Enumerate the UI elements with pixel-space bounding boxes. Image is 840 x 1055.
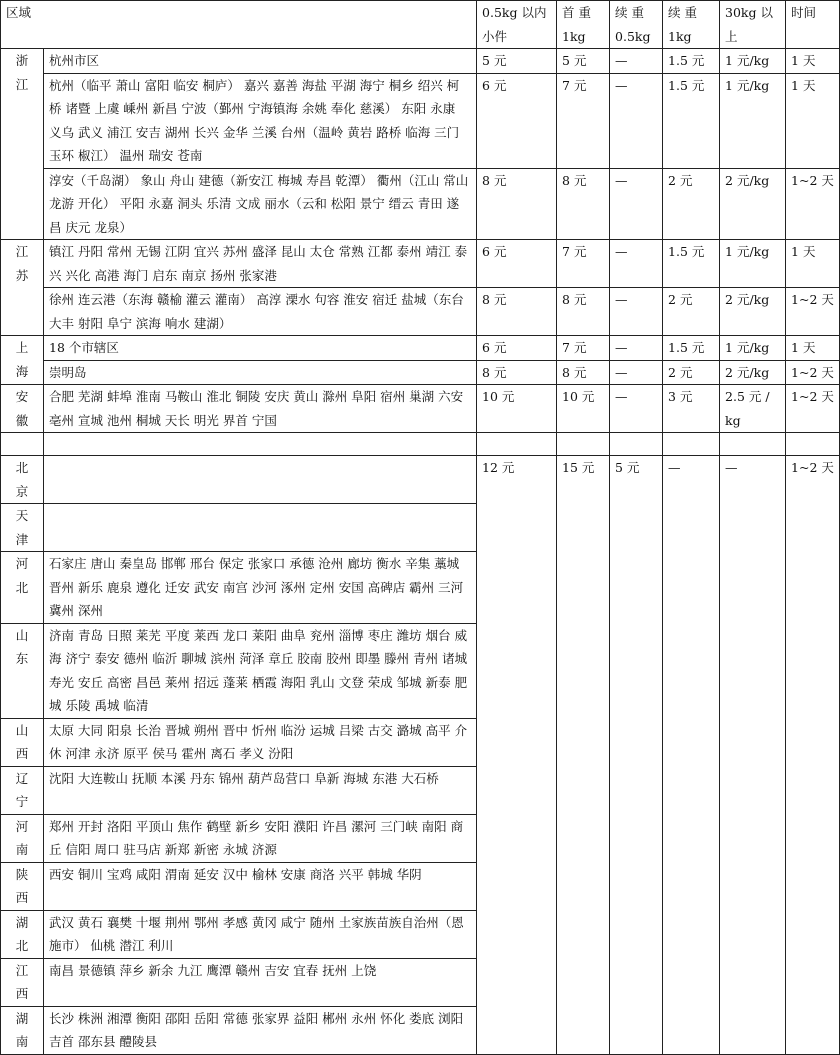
province-char: 河 bbox=[15, 818, 29, 834]
delivery-time: 1 天 bbox=[786, 49, 840, 74]
province-char: 北 bbox=[15, 938, 29, 953]
province-tianjin bbox=[1, 504, 44, 552]
header-over-30kg bbox=[720, 1, 786, 49]
province-jiangxi bbox=[1, 958, 44, 1006]
province-shanxi bbox=[1, 718, 44, 766]
cities-cell: 西安 铜川 宝鸡 咸阳 渭南 延安 汉中 榆林 安康 商洛 兴平 韩城 华阴 bbox=[44, 862, 477, 910]
blank-cell bbox=[663, 433, 720, 456]
province-hunan bbox=[1, 1006, 44, 1054]
price-half-kg: 6 元 bbox=[477, 240, 557, 288]
province-char: 河 bbox=[15, 556, 29, 571]
province-shandong bbox=[1, 623, 44, 718]
header-first-weight bbox=[557, 1, 610, 49]
price-half-kg: 6 元 bbox=[477, 336, 557, 361]
cities-cell: 沈阳 大连鞍山 抚顺 本溪 丹东 锦州 葫芦岛营口 阜新 海城 东港 大石桥 bbox=[44, 766, 477, 814]
cities-cell: 石家庄 唐山 秦皇岛 邯郸 邢台 保定 张家口 承德 沧州 廊坊 衡水 辛集 藁城 晋州 新乐 鹿泉 遵化 迁安 武安 南宫 沙河 涿州 定州 安国 高碑店 霸州 三河 冀州 深州 bbox=[44, 552, 477, 624]
price-first-kg: 7 元 bbox=[557, 336, 610, 361]
province-shaanxi bbox=[1, 862, 44, 910]
delivery-time: 1~2 天 bbox=[786, 456, 840, 1055]
header-first-weight-line1: 首 重 bbox=[562, 5, 591, 20]
province-char: 苏 bbox=[15, 267, 29, 283]
price-over-30kg: 1 元/kg bbox=[720, 240, 786, 288]
delivery-time: 1 天 bbox=[786, 73, 840, 168]
delivery-time: 1~2 天 bbox=[786, 385, 840, 433]
cities-cell: 崇明岛 bbox=[44, 360, 477, 385]
table-row bbox=[1, 168, 840, 240]
cities-cell: 杭州市区 bbox=[44, 49, 477, 74]
province-char: 西 bbox=[15, 986, 29, 1001]
price-add-1kg: 2 元 bbox=[663, 168, 720, 240]
cities-cell: 镇江 丹阳 常州 无锡 江阴 宜兴 苏州 盛泽 昆山 太仓 常熟 江都 泰州 靖江 泰兴 兴化 高港 海门 启东 南京 扬州 张家港 bbox=[44, 240, 477, 288]
table-row bbox=[1, 49, 840, 74]
price-half-kg: 12 元 bbox=[477, 456, 557, 1055]
price-first-kg: 8 元 bbox=[557, 288, 610, 336]
price-add-half-kg: — bbox=[610, 288, 663, 336]
province-char: 京 bbox=[15, 483, 29, 499]
blank-cell bbox=[786, 433, 840, 456]
province-char: 辽 bbox=[15, 770, 29, 786]
delivery-time: 1 天 bbox=[786, 240, 840, 288]
price-half-kg: 8 元 bbox=[477, 288, 557, 336]
province-char: 北 bbox=[15, 460, 29, 475]
province-char: 江 bbox=[15, 244, 29, 259]
table-row bbox=[1, 456, 840, 504]
price-add-half-kg: — bbox=[610, 360, 663, 385]
price-over-30kg: 1 元/kg bbox=[720, 49, 786, 74]
province-char: 湖 bbox=[15, 1010, 29, 1026]
cities-cell bbox=[44, 504, 477, 552]
price-over-30kg: — bbox=[720, 456, 786, 1055]
table-row bbox=[1, 288, 840, 336]
province-char: 山 bbox=[15, 627, 29, 643]
header-additional-1kg-line1: 续 重 bbox=[668, 5, 697, 20]
blank-cell bbox=[477, 433, 557, 456]
price-half-kg: 5 元 bbox=[477, 49, 557, 74]
price-over-30kg-line1: 2.5 元 / bbox=[725, 389, 770, 404]
cities-cell: 合肥 芜湖 蚌埠 淮南 马鞍山 淮北 铜陵 安庆 黄山 滁州 阜阳 宿州 巢湖 六安 亳州 宣城 池州 桐城 天长 明光 界首 宁国 bbox=[44, 385, 477, 433]
table-row bbox=[1, 73, 840, 168]
province-hebei bbox=[1, 552, 44, 624]
province-liaoning bbox=[1, 766, 44, 814]
price-add-1kg: 1.5 元 bbox=[663, 240, 720, 288]
province-char: 宁 bbox=[15, 794, 29, 809]
province-beijing bbox=[1, 456, 44, 504]
province-char: 安 bbox=[15, 389, 29, 404]
cities-cell: 淳安（千岛湖） 象山 舟山 建德（新安江 梅城 寿昌 乾潭） 衢州（江山 常山 龙游 开化） 平阳 永嘉 洞头 乐清 文成 丽水（云和 松阳 景宁 缙云 青田 遂昌 庆元 龙泉） bbox=[44, 168, 477, 240]
price-add-half-kg: — bbox=[610, 240, 663, 288]
province-zhejiang bbox=[1, 49, 44, 240]
price-add-1kg: 2 元 bbox=[663, 360, 720, 385]
cities-cell: 南昌 景德镇 萍乡 新余 九江 鹰潭 赣州 吉安 宜春 抚州 上饶 bbox=[44, 958, 477, 1006]
price-add-1kg: 3 元 bbox=[663, 385, 720, 433]
header-additional-1kg bbox=[663, 1, 720, 49]
price-half-kg: 8 元 bbox=[477, 168, 557, 240]
blank-cell bbox=[44, 433, 477, 456]
province-anhui bbox=[1, 385, 44, 433]
province-char: 上 bbox=[15, 340, 29, 355]
header-region: 区域 bbox=[1, 1, 477, 49]
price-first-kg: 7 元 bbox=[557, 240, 610, 288]
header-additional-half-kg-line2: 0.5kg bbox=[615, 28, 651, 44]
price-add-1kg: 2 元 bbox=[663, 288, 720, 336]
price-first-kg: 8 元 bbox=[557, 360, 610, 385]
province-char: 海 bbox=[15, 363, 29, 379]
price-add-1kg: 1.5 元 bbox=[663, 336, 720, 361]
header-row bbox=[1, 1, 840, 49]
province-char: 东 bbox=[15, 651, 29, 666]
province-henan bbox=[1, 814, 44, 862]
price-over-30kg: 2 元/kg bbox=[720, 168, 786, 240]
price-first-kg: 15 元 bbox=[557, 456, 610, 1055]
province-char: 浙 bbox=[15, 53, 29, 68]
province-char: 南 bbox=[15, 842, 29, 857]
cities-cell: 武汉 黄石 襄樊 十堰 荆州 鄂州 孝感 黄冈 咸宁 随州 土家族苗族自治州（恩施市） 仙桃 潜江 利川 bbox=[44, 910, 477, 958]
table-row bbox=[1, 360, 840, 385]
province-char: 江 bbox=[15, 962, 29, 978]
header-additional-half-kg bbox=[610, 1, 663, 49]
table-row bbox=[1, 240, 840, 288]
header-under-half-kg bbox=[477, 1, 557, 49]
price-first-kg: 10 元 bbox=[557, 385, 610, 433]
price-add-1kg: — bbox=[663, 456, 720, 1055]
price-add-half-kg: — bbox=[610, 168, 663, 240]
price-half-kg: 8 元 bbox=[477, 360, 557, 385]
cities-cell: 18 个市辖区 bbox=[44, 336, 477, 361]
province-char: 津 bbox=[15, 531, 29, 547]
price-add-1kg: 1.5 元 bbox=[663, 73, 720, 168]
cities-cell: 长沙 株洲 湘潭 衡阳 邵阳 岳阳 常德 张家界 益阳 郴州 永州 怀化 娄底 浏阳 吉首 邵东县 醴陵县 bbox=[44, 1006, 477, 1054]
province-char: 南 bbox=[15, 1034, 29, 1049]
cities-cell: 太原 大同 阳泉 长治 晋城 朔州 晋中 忻州 临汾 运城 吕梁 古交 潞城 高平 介休 河津 永济 原平 侯马 霍州 离石 孝义 汾阳 bbox=[44, 718, 477, 766]
header-time: 时间 bbox=[786, 1, 840, 49]
blank-cell bbox=[557, 433, 610, 456]
province-char: 陕 bbox=[15, 866, 29, 882]
price-add-half-kg: — bbox=[610, 385, 663, 433]
price-over-30kg: 2 元/kg bbox=[720, 360, 786, 385]
province-jiangsu bbox=[1, 240, 44, 336]
cities-cell: 杭州（临平 萧山 富阳 临安 桐庐） 嘉兴 嘉善 海盐 平湖 海宁 桐乡 绍兴 柯桥 诸暨 上虞 嵊州 新昌 宁波（鄞州 宁海镇海 余姚 奉化 慈溪） 东阳 永康 义乌 武义 浦江 安吉 湖州 长兴 金华 兰溪 台州（温岭 黄岩 路桥 临海 三门 玉环 椒江） 温州 瑞安 苍南 bbox=[44, 73, 477, 168]
price-add-half-kg: 5 元 bbox=[610, 456, 663, 1055]
province-char: 西 bbox=[15, 746, 29, 761]
price-over-30kg bbox=[720, 385, 786, 433]
price-add-half-kg: — bbox=[610, 73, 663, 168]
province-char: 山 bbox=[15, 722, 29, 738]
province-char: 徽 bbox=[15, 412, 29, 428]
delivery-time: 1~2 天 bbox=[786, 168, 840, 240]
blank-cell bbox=[1, 433, 44, 456]
province-shanghai bbox=[1, 336, 44, 385]
price-add-half-kg: — bbox=[610, 49, 663, 74]
header-first-weight-line2: 1kg bbox=[562, 28, 586, 44]
header-over-30kg-line2: 上 bbox=[725, 28, 738, 44]
table-row bbox=[1, 385, 840, 433]
price-first-kg: 7 元 bbox=[557, 73, 610, 168]
blank-cell bbox=[720, 433, 786, 456]
province-char: 北 bbox=[15, 579, 29, 595]
province-char: 天 bbox=[15, 508, 29, 523]
blank-row bbox=[1, 433, 840, 456]
price-first-kg: 5 元 bbox=[557, 49, 610, 74]
price-half-kg: 6 元 bbox=[477, 73, 557, 168]
table-row bbox=[1, 336, 840, 361]
price-first-kg: 8 元 bbox=[557, 168, 610, 240]
price-over-30kg-line2: kg bbox=[725, 412, 741, 428]
header-additional-1kg-line2: 1kg bbox=[668, 28, 692, 44]
delivery-time: 1~2 天 bbox=[786, 288, 840, 336]
province-char: 湖 bbox=[15, 914, 29, 930]
cities-cell bbox=[44, 456, 477, 504]
blank-cell bbox=[610, 433, 663, 456]
price-over-30kg: 1 元/kg bbox=[720, 336, 786, 361]
province-char: 西 bbox=[15, 890, 29, 905]
province-hubei bbox=[1, 910, 44, 958]
delivery-time: 1 天 bbox=[786, 336, 840, 361]
price-add-1kg: 1.5 元 bbox=[663, 49, 720, 74]
delivery-time: 1~2 天 bbox=[786, 360, 840, 385]
header-under-half-kg-line1: 0.5kg 以内 bbox=[482, 5, 547, 20]
price-over-30kg: 2 元/kg bbox=[720, 288, 786, 336]
province-char: 江 bbox=[15, 76, 29, 92]
header-over-30kg-line1: 30kg 以 bbox=[725, 5, 773, 20]
cities-cell: 济南 青岛 日照 莱芜 平度 莱西 龙口 莱阳 曲阜 兖州 淄博 枣庄 潍坊 烟台 威海 济宁 泰安 德州 临沂 聊城 滨州 菏泽 章丘 胶南 胶州 即墨 滕州 青州 诸城 寿光 安丘 高密 昌邑 莱州 招远 蓬莱 栖霞 海阳 乳山 文登 荣成 邹城 新泰 肥城 乐陵 禹城 临清 bbox=[44, 623, 477, 718]
price-over-30kg: 1 元/kg bbox=[720, 73, 786, 168]
cities-cell: 徐州 连云港（东海 赣榆 灌云 灌南） 高淳 溧水 句容 淮安 宿迁 盐城（东台 大丰 射阳 阜宁 滨海 响水 建湖） bbox=[44, 288, 477, 336]
price-half-kg: 10 元 bbox=[477, 385, 557, 433]
header-additional-half-kg-line1: 续 重 bbox=[615, 5, 644, 20]
header-under-half-kg-line2: 小件 bbox=[482, 28, 508, 44]
price-add-half-kg: — bbox=[610, 336, 663, 361]
cities-cell: 郑州 开封 洛阳 平顶山 焦作 鹤壁 新乡 安阳 濮阳 许昌 漯河 三门峡 南阳 商丘 信阳 周口 驻马店 新郑 新密 永城 济源 bbox=[44, 814, 477, 862]
